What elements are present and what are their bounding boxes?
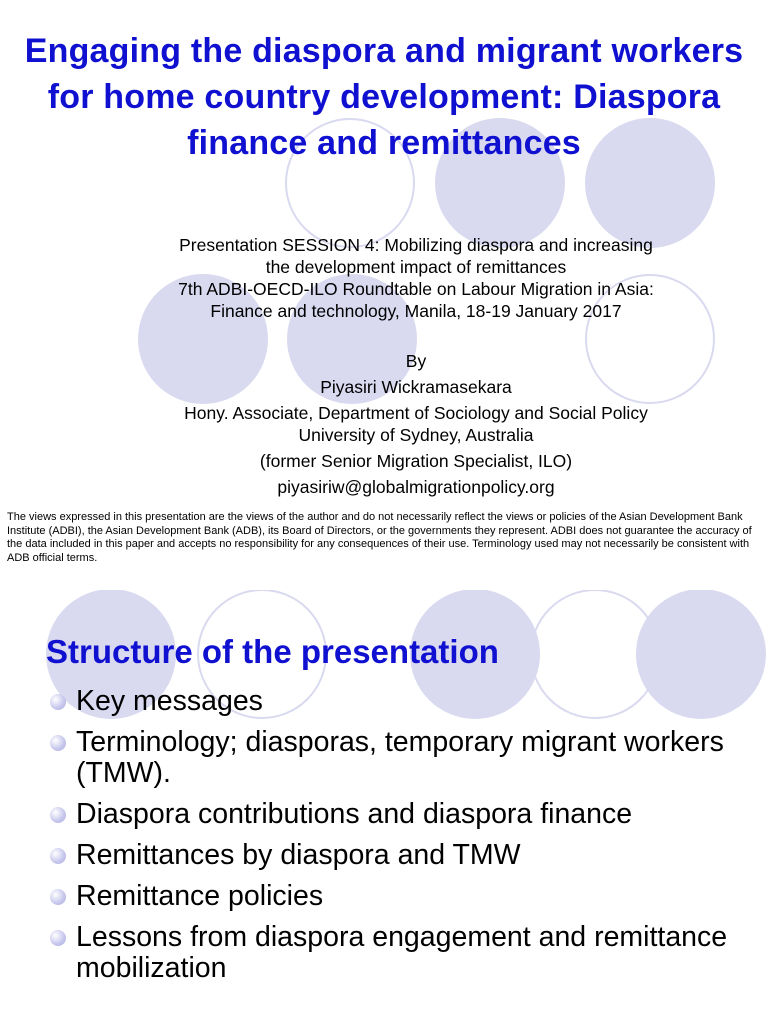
list-item-text: Key messages — [76, 685, 263, 717]
bullet-dot-icon — [50, 694, 66, 710]
bullet-dot-icon — [50, 807, 66, 823]
author-block — [96, 350, 736, 498]
list-item-text: Terminology; diasporas, temporary migrant workers (TMW). — [76, 726, 724, 789]
slide-title: Structure of the presentation — [46, 633, 499, 670]
list-item-text: Diaspora contributions and diaspora finance — [76, 798, 633, 830]
bullet-dot-icon — [50, 889, 66, 905]
bullet-list — [48, 686, 748, 994]
author-affiliation: Hony. Associate, Department of Sociology and Social Policy — [184, 403, 648, 423]
author-by: By — [405, 351, 427, 371]
author-email: piyasiriw@globalmigrationpolicy.org — [277, 477, 555, 497]
list-item — [48, 727, 748, 789]
list-item — [48, 922, 748, 984]
bullet-dot-icon — [50, 930, 66, 946]
list-item — [48, 881, 748, 912]
bullet-dot-icon — [50, 735, 66, 751]
author-university: University of Sydney, Australia — [298, 425, 534, 445]
session-info — [96, 234, 736, 322]
slide-title: Engaging the diaspora and migrant workers for home country development: Diaspora finance and remittances — [24, 32, 744, 162]
bullet-dot-icon — [50, 848, 66, 864]
list-item-text: Remittances by diaspora and TMW — [76, 839, 521, 871]
list-item — [48, 686, 748, 717]
author-name: Piyasiri Wickramasekara — [320, 377, 512, 397]
session-line: Presentation SESSION 4: Mobilizing diaspora and increasing — [179, 235, 653, 255]
structure-slide — [0, 590, 768, 1024]
author-former-role: (former Senior Migration Specialist, ILO) — [259, 451, 573, 471]
list-item-text: Remittance policies — [76, 880, 324, 912]
session-line: the development impact of remittances — [265, 257, 567, 277]
list-item — [48, 840, 748, 871]
session-line: Finance and technology, Manila, 18-19 January 2017 — [210, 301, 622, 321]
session-line: 7th ADBI-OECD-ILO Roundtable on Labour Migration in Asia: — [178, 279, 654, 299]
list-item — [48, 799, 748, 830]
list-item-text: Lessons from diaspora engagement and remittance mobilization — [76, 921, 728, 984]
disclaimer: The views expressed in this presentation are the views of the author and do not necessarily reflect the views or policies of the Asian Development Bank Institute (ADBI), the Asian Development Bank (ADB), its Board of Directors, or the governments they represent. ADBI does not guarantee the accuracy of the data included in this paper and accepts no responsibility for any consequences of their use. Terminology used may not necessarily be consistent with ADB official terms. — [7, 511, 752, 564]
